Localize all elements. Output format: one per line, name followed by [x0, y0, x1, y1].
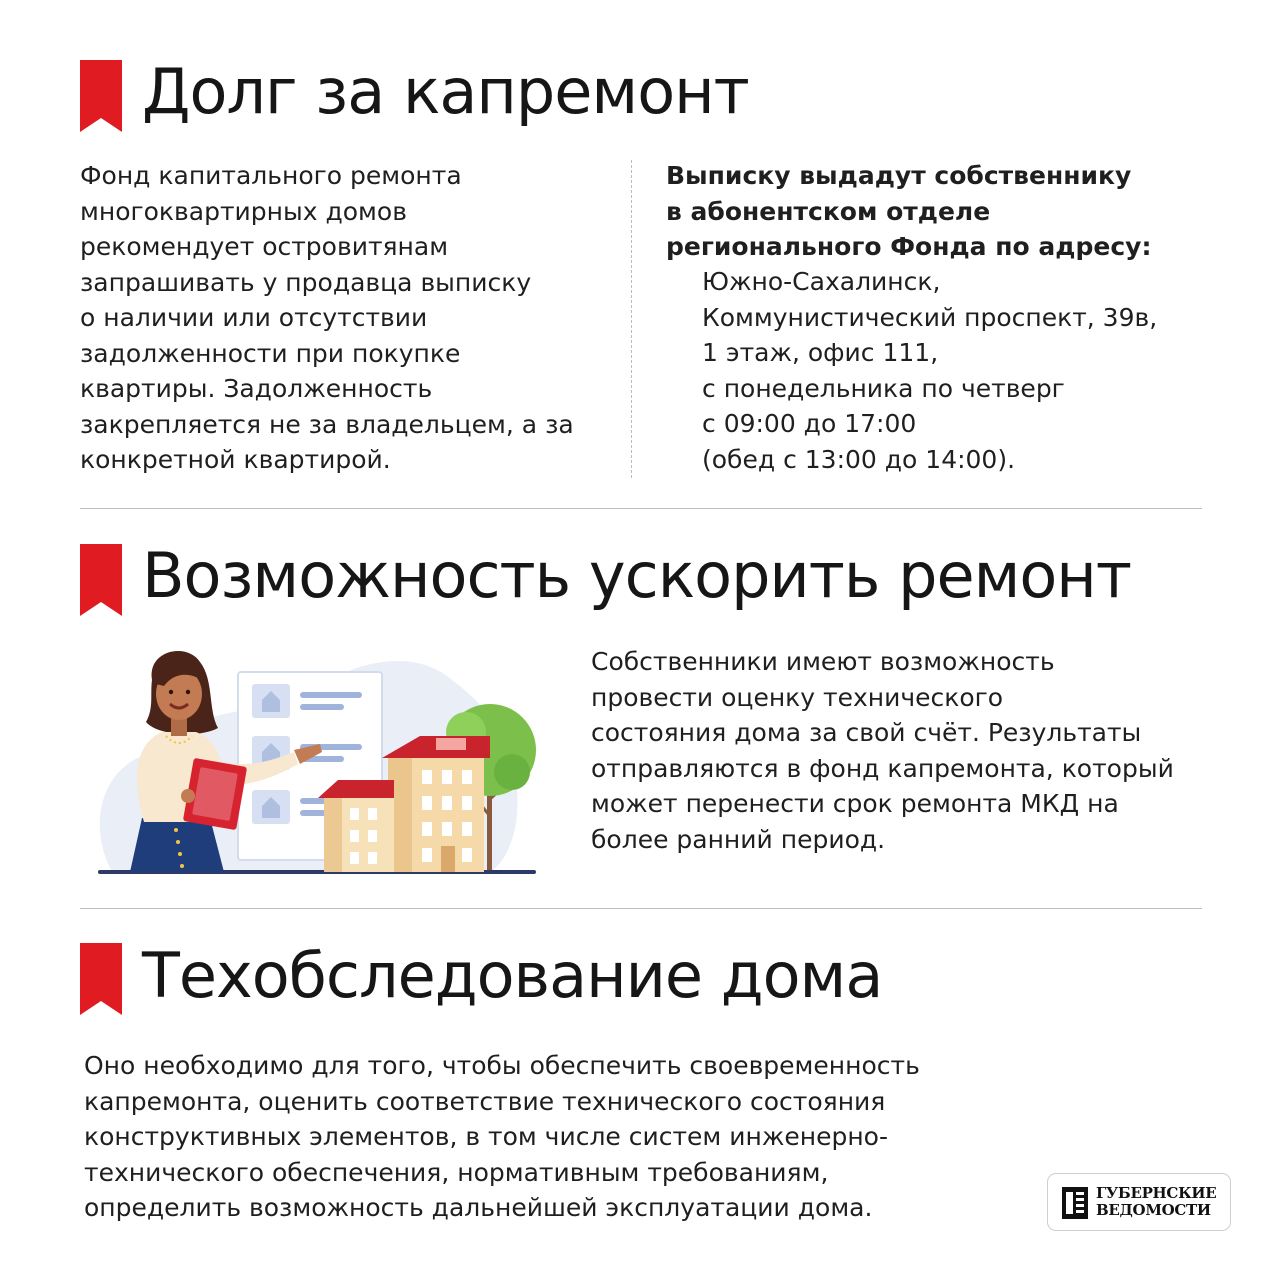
text-line: определить возможность дальнейшей эксплуатации дома. — [84, 1193, 873, 1222]
text-line: Фонд капитального ремонта — [80, 161, 462, 190]
text-line: с понедельника по четверг — [702, 373, 1065, 403]
newspaper-logo-icon — [1062, 1187, 1088, 1219]
text-line: более ранний период. — [591, 824, 886, 854]
debt-description — [80, 158, 574, 478]
speed-up-description — [591, 644, 1174, 857]
text-line: провести оценку технического — [591, 682, 1004, 712]
red-bookmark-icon — [80, 943, 122, 1015]
text-line: технического обеспечения, нормативным требованиям, — [84, 1157, 829, 1187]
text-line: регионального Фонда по адресу: — [666, 232, 1152, 261]
text-line: рекомендует островитянам — [80, 232, 449, 261]
text-line: состояния дома за свой счёт. Результаты — [591, 718, 1142, 747]
woman-presenting-houses-illustration — [92, 640, 542, 880]
gubernskie-vedomosti-logo — [1047, 1173, 1231, 1231]
red-bookmark-icon — [80, 60, 122, 132]
text-line: капремонта, оценить соответствие технического состояния — [84, 1086, 886, 1116]
text-line: закрепляется не за владельцем, а за — [80, 409, 574, 439]
section-divider — [80, 908, 1202, 909]
logo-line: ГУБЕРНСКИЕ — [1096, 1184, 1217, 1202]
logo-line: ВЕДОМОСТИ — [1096, 1201, 1211, 1219]
text-line: Выписку выдадут собственнику — [666, 161, 1132, 190]
text-line: отправляются в фонд капремонта, который — [591, 753, 1174, 783]
red-bookmark-icon — [80, 544, 122, 616]
column-divider — [631, 160, 632, 478]
office-address — [702, 264, 1157, 477]
logo-wordmark — [1096, 1185, 1216, 1219]
section-title-inspection: Техобследование дома — [142, 939, 883, 1012]
section-title-debt: Долг за капремонт — [142, 55, 749, 128]
text-line: (обед с 13:00 до 14:00). — [702, 444, 1016, 474]
text-line: многоквартирных домов — [80, 196, 407, 226]
text-line: Собственники имеют возможность — [591, 647, 1055, 676]
statement-info-heading — [666, 158, 1151, 265]
text-line: Южно-Сахалинск, — [702, 267, 941, 296]
text-line: задолженности при покупке — [80, 338, 461, 368]
text-line: запрашивать у продавца выписку — [80, 267, 532, 297]
section-divider — [80, 508, 1202, 509]
text-line: квартиры. Задолженность — [80, 374, 433, 403]
text-line: Оно необходимо для того, чтобы обеспечить своевременность — [84, 1051, 920, 1080]
section-title-speed-up: Возможность ускорить ремонт — [142, 539, 1131, 612]
text-line: конструктивных элементов, в том числе систем инженерно- — [84, 1122, 888, 1151]
text-line: конкретной квартирой. — [80, 445, 391, 474]
text-line: Коммунистический проспект, 39в, — [702, 302, 1158, 332]
text-line: с 09:00 до 17:00 — [702, 409, 917, 438]
text-line: может перенести срок ремонта МКД на — [591, 789, 1119, 818]
text-line: о наличии или отсутствии — [80, 303, 428, 332]
text-line: 1 этаж, офис 111, — [702, 338, 939, 367]
inspection-description — [84, 1048, 920, 1226]
text-line: в абонентском отделе — [666, 196, 991, 226]
